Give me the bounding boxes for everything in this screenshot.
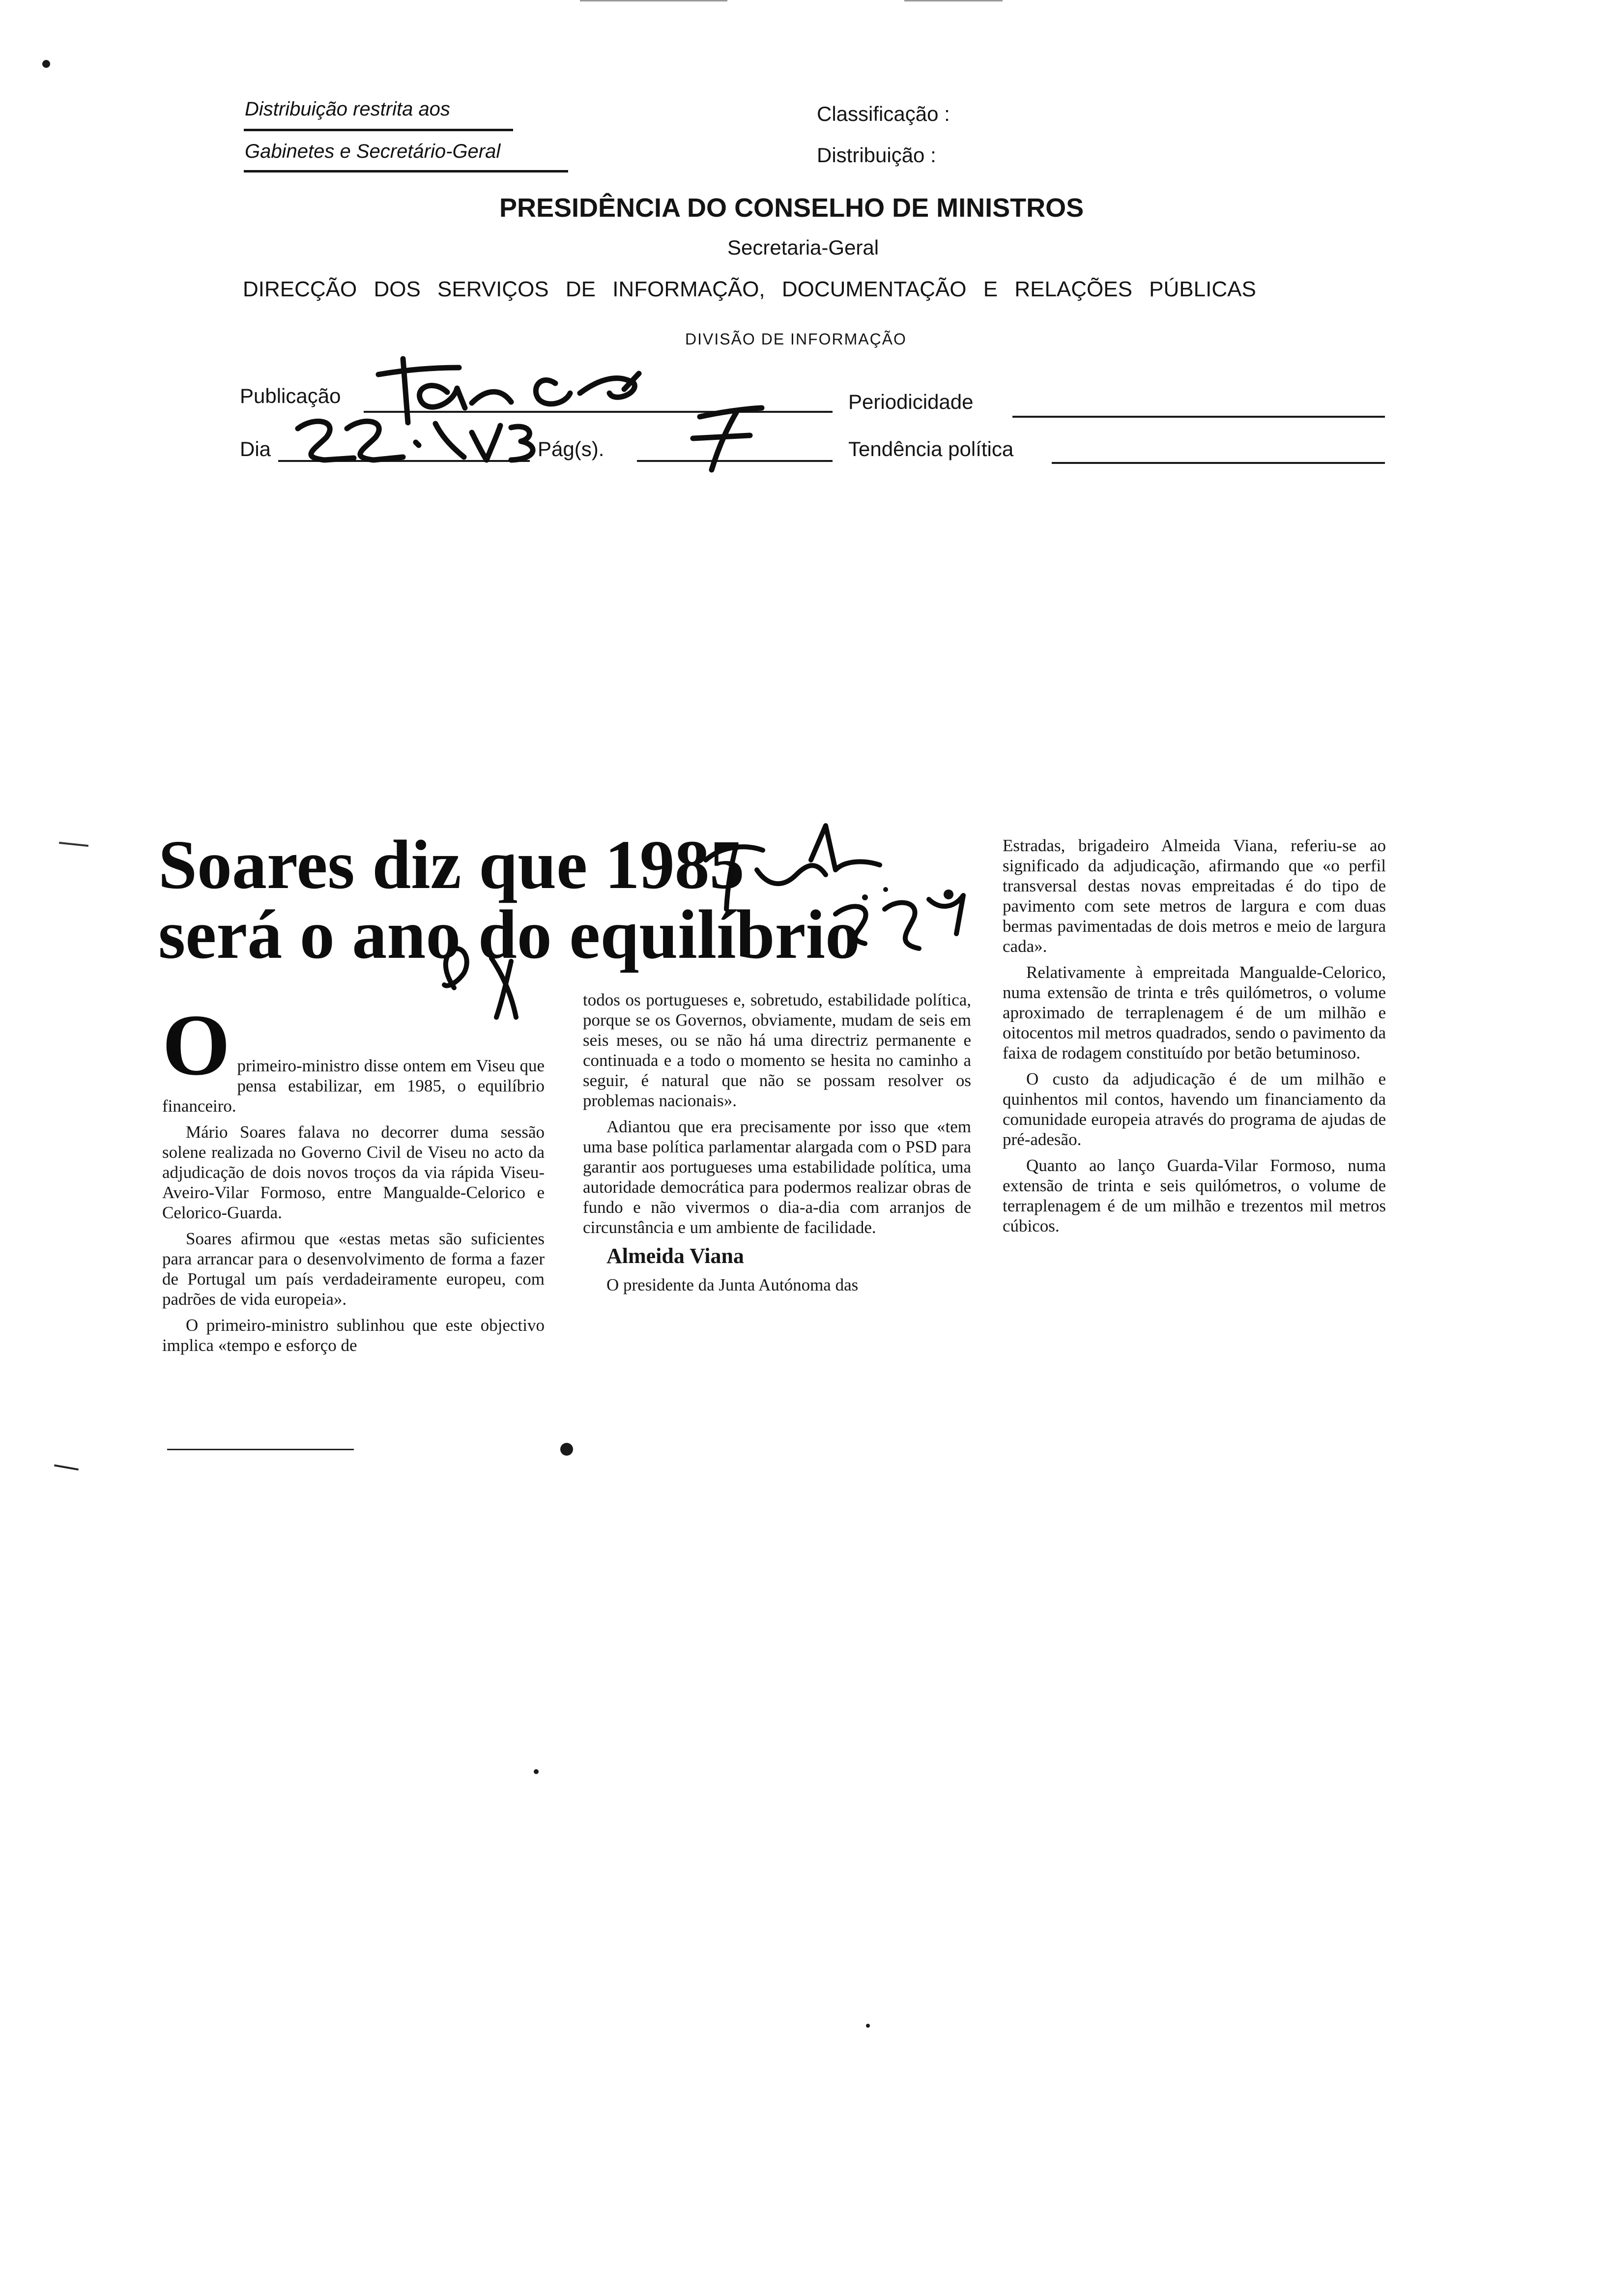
publicacao-label: Publicação: [240, 384, 341, 407]
article-column-3: [1003, 835, 1386, 1242]
handwritten-form-annotations: [0, 0, 1612, 541]
paragraph: primeiro-ministro disse ontem em Viseu que pensa estabilizar, em 1985, o equilíbrio financeiro.: [162, 1056, 545, 1116]
paragraph: Relativamente à empreitada Mangualde-Celorico, numa extensão de trinta e três quilómetros, o volume aproximado de terraplenagem é de um milhão e oitocentos mil metros quadrados, sendo o pavimento da faixa de rodagem constituído por betão betuminoso.: [1003, 963, 1386, 1062]
speck: [534, 1769, 539, 1774]
paragraph: O primeiro-ministro sublinhou que este objectivo implica «tempo e esforço de: [162, 1316, 545, 1355]
speck: [560, 1443, 573, 1456]
distribuicao-label: Distribuição :: [817, 144, 936, 167]
pags-label: Pág(s).: [538, 437, 604, 460]
restricted-distribution-line1: Distribuição restrita aos: [245, 98, 450, 120]
paragraph: Mário Soares falava no decorrer duma sessão solene realizada no Governo Civil de Viseu no acto da adjudicação de dois novos troços da via rápida Viseu-Aveiro-Vilar Formoso, entre Mangualde-Celorico e Celorico-Guarda.: [162, 1122, 545, 1222]
paragraph: Estradas, brigadeiro Almeida Viana, referiu-se ao significado da adjudicação, afirmando que «o perfil transversal destas novas empreitadas é do tipo de pavimento com sete metros de largura e com duas bermas pavimentadas de dois metros e meio de largura cada».: [1003, 836, 1386, 956]
org-subtitle: Secretaria-Geral: [727, 236, 879, 259]
article-column-2: [583, 990, 971, 1301]
direction-title: DIRECÇÃO DOS SERVIÇOS DE INFORMAÇÃO, DOCUMENTAÇÃO E RELAÇÕES PÚBLICAS: [243, 277, 1256, 301]
scan-mark: [904, 0, 1003, 1]
org-title: PRESIDÊNCIA DO CONSELHO DE MINISTROS: [499, 193, 1084, 223]
paragraph: Adiantou que era precisamente por isso que «tem uma base política parlamentar alargada com o PSD para garantir aos portugueses uma estabilidade política, uma autoridade democrática para podermos realizar obras de fundo e não vivermos o dia-a-dia com arranjos de circunstância e um ambiente de facilidade.: [583, 1117, 971, 1237]
article-title-line2: será o ano do equilíbrio: [158, 895, 861, 973]
edge-mark: [54, 1464, 79, 1471]
paragraph: Quanto ao lanço Guarda-Vilar Formoso, numa extensão de trinta e seis quilómetros, o volume de terraplenagem é de um milhão e trezentos mil metros cúbicos.: [1003, 1156, 1386, 1235]
dia-label: Dia: [240, 437, 271, 460]
periodicidade-label: Periodicidade: [848, 390, 974, 413]
division-title: DIVISÃO DE INFORMAÇÃO: [685, 330, 907, 348]
paragraph: O custo da adjudicação é de um milhão e quinhentos mil contos, havendo um financiamento da comunidade europeia através do programa de ajudas de pré-adesão.: [1003, 1069, 1386, 1149]
restricted-distribution-line2: Gabinetes e Secretário-Geral: [245, 141, 501, 162]
column-end-rule: [167, 1449, 354, 1450]
paragraph: O presidente da Junta Autónoma das: [606, 1275, 859, 1294]
tendencia-label: Tendência política: [848, 437, 1014, 460]
drop-cap: O: [162, 996, 230, 1093]
speck: [866, 2024, 870, 2028]
article-title-line1: Soares diz que 1985: [158, 826, 745, 903]
article-column-1: [162, 996, 545, 1361]
scan-mark: [580, 0, 727, 1]
section-subhead: Almeida Viana: [606, 1244, 744, 1268]
paragraph: todos os portugueses e, sobretudo, estabilidade política, porque se os Governos, obviamente, mudam de seis em seis meses, ou se não há uma directriz permanente e continuada e a todo o momento se hesita no caminho a seguir, é natural que não se possam resolver os problemas nacionais».: [583, 990, 971, 1110]
paragraph: Soares afirmou que «estas metas são suficientes para arrancar para o desenvolvimento de forma a fazer de Portugal um país verdadeiramente europeu, com padrões de vida europeia».: [162, 1229, 545, 1309]
speck: [42, 60, 50, 68]
classificacao-label: Classificação :: [817, 102, 950, 125]
